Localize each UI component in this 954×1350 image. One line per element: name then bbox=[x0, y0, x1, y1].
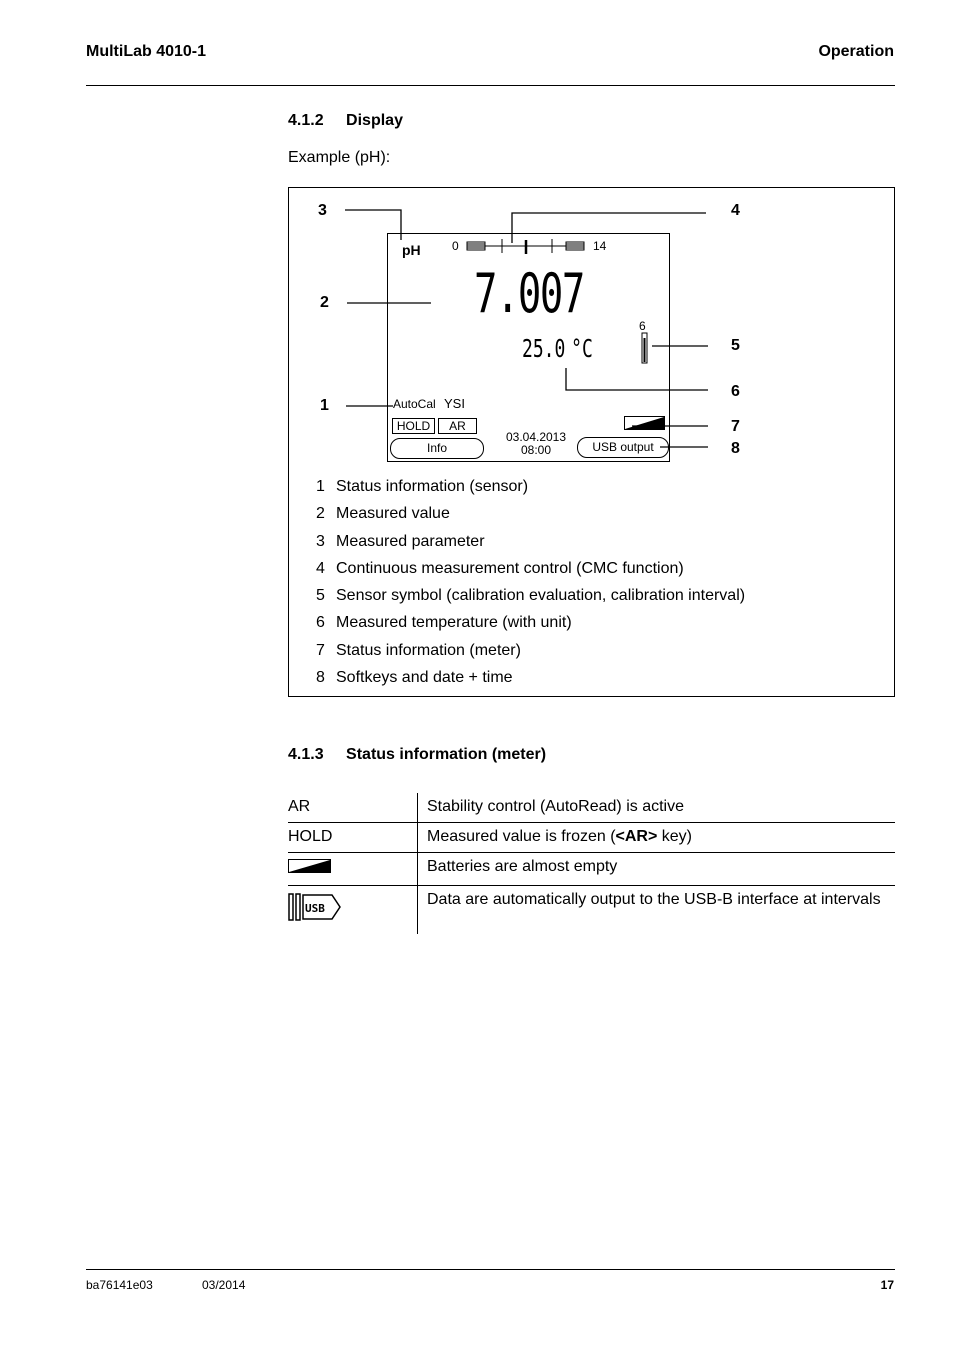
status-description: Stability control (AutoRead) is active bbox=[427, 798, 684, 815]
status-info-table bbox=[288, 793, 895, 934]
status-label: HOLD bbox=[288, 823, 418, 853]
measured-temperature bbox=[522, 334, 593, 363]
legend-item: 5 Sensor symbol (calibration evaluation, calibration interval) bbox=[316, 587, 746, 604]
lcd-time: 08:00 bbox=[520, 443, 552, 457]
cmc-scale-min: 0 bbox=[452, 239, 459, 253]
lcd-parameter: pH bbox=[402, 242, 421, 258]
callout-8: 8 bbox=[731, 440, 740, 457]
legend-item: 6 Measured temperature (with unit) bbox=[316, 614, 572, 631]
legend-item: 8 Softkeys and date + time bbox=[316, 669, 513, 686]
section-number: 4.1.3 bbox=[288, 746, 324, 763]
ar-indicator: AR bbox=[438, 418, 477, 434]
table-row bbox=[288, 793, 895, 823]
status-label: AR bbox=[288, 793, 418, 823]
callout-2: 2 bbox=[320, 294, 329, 311]
table-row bbox=[288, 886, 895, 935]
status-description: Batteries are almost empty bbox=[418, 853, 896, 886]
section-heading-status bbox=[288, 746, 546, 764]
usb-output-icon bbox=[288, 891, 344, 923]
callout-7: 7 bbox=[731, 418, 740, 435]
legend-item: 7 Status information (meter) bbox=[316, 642, 521, 659]
temperature-value: 25.0 bbox=[522, 334, 566, 363]
legend-item: 1 Status information (sensor) bbox=[316, 478, 529, 495]
hold-indicator: HOLD bbox=[392, 418, 435, 434]
section-title: Status information (meter) bbox=[346, 746, 547, 763]
brand-text: YSI bbox=[444, 396, 465, 411]
measured-value: 7.007 bbox=[474, 262, 584, 325]
table-row bbox=[288, 823, 895, 853]
softkey-usb-output[interactable]: USB output bbox=[577, 437, 669, 458]
legend-item: 4 Continuous measurement control (CMC function) bbox=[316, 560, 684, 577]
status-icon-cell bbox=[288, 886, 418, 935]
battery-low-icon bbox=[288, 858, 332, 874]
callout-1: 1 bbox=[320, 397, 329, 414]
svg-text:USB: USB bbox=[305, 902, 325, 915]
legend-item: 2 Measured value bbox=[316, 505, 450, 522]
cmc-scale-bar-icon bbox=[466, 239, 588, 255]
lcd-datetime bbox=[504, 431, 568, 457]
lcd-screen bbox=[387, 233, 670, 462]
section-number: 4.1.2 bbox=[288, 112, 324, 129]
sensor-symbol-digit: 6 bbox=[639, 319, 646, 333]
callout-6: 6 bbox=[731, 383, 740, 400]
running-header-right: Operation bbox=[818, 43, 894, 60]
footer-rule bbox=[86, 1269, 895, 1270]
section-title: Display bbox=[346, 112, 403, 129]
page-number: 17 bbox=[880, 1278, 894, 1292]
legend-item: 3 Measured parameter bbox=[316, 533, 485, 550]
battery-status-icon bbox=[624, 416, 666, 432]
sensor-symbol-icon bbox=[640, 332, 650, 366]
footer-doc-id: ba76141e03 bbox=[86, 1278, 153, 1292]
status-icon-cell bbox=[288, 853, 418, 886]
callout-4: 4 bbox=[731, 202, 740, 219]
table-row bbox=[288, 853, 895, 886]
temperature-unit: °C bbox=[571, 334, 593, 363]
softkey-info[interactable]: Info bbox=[390, 438, 484, 459]
figure-intro: Example (pH): bbox=[288, 149, 391, 166]
callout-5: 5 bbox=[731, 337, 740, 354]
footer-date: 03/2014 bbox=[202, 1278, 246, 1292]
callout-3: 3 bbox=[318, 202, 327, 219]
running-header-left: MultiLab 4010-1 bbox=[86, 43, 207, 60]
lcd-date: 03.04.2013 bbox=[505, 430, 567, 444]
status-description: Data are automatically output to the USB-B interface at intervals bbox=[418, 886, 896, 935]
cmc-scale-max: 14 bbox=[593, 239, 607, 253]
sensor-status-text: AutoCal bbox=[393, 397, 436, 411]
status-description: Measured value is frozen (<AR> key) bbox=[418, 823, 896, 853]
